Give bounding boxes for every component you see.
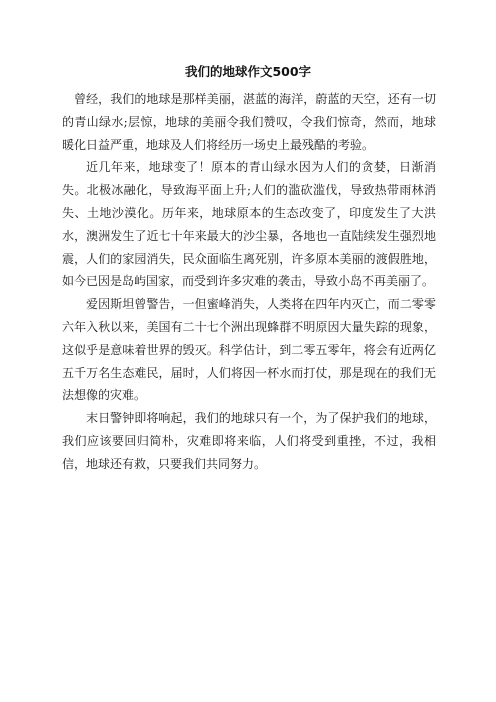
paragraph-1: 曾经，我们的地球是那样美丽，湛蓝的海洋，蔚蓝的天空，还有一切的青山绿水;层惊，地球的美丽令我们赞叹，令我们惊奇，然而，地球暖化日益严重，地球及人们将经历一场史上最残酷的考验。: [62, 92, 436, 152]
paragraph-3: 爱因斯坦曾警告，一但蜜峰消失，人类将在四年内灭亡，而二零零六年入秋以来，美国有二十七个洲出现蜂群不明原因大量失踪的现象，这似乎是意味着世界的毁灭。科学估计，到二零五零年，将会有近两亿五千万名生态难民，届时，人们将因一杯水而打仗，那是现在的我们无法想像的灾难。: [62, 297, 436, 403]
paragraph-4: 末日警钟即将响起，我们的地球只有一个，为了保护我们的地球，我们应该要回归简朴，灾难即将来临，人们将受到重挫，不过，我相信，地球还有救，只要我们共同努力。: [62, 411, 436, 471]
paragraph-2: 近几年来，地球变了！原本的青山绿水因为人们的贪婪，日渐消失。北极冰融化，导致海平面上升;人们的滥砍滥伐，导致热带雨林消失、土地沙漠化。历年来，地球原本的生态改变了，印度发生了大洪水，澳洲发生了近七十年来最大的沙尘暴，各地也一直陆续发生强烈地震，人们的家园消失，民众面临生离死别，许多原本美丽的渡假胜地，如今已因是岛屿国家，而受到许多灾难的袭击，导致小岛不再美丽了。: [62, 160, 436, 289]
document-body: [62, 88, 436, 476]
document-title: 我们的地球作文500字: [184, 64, 312, 79]
